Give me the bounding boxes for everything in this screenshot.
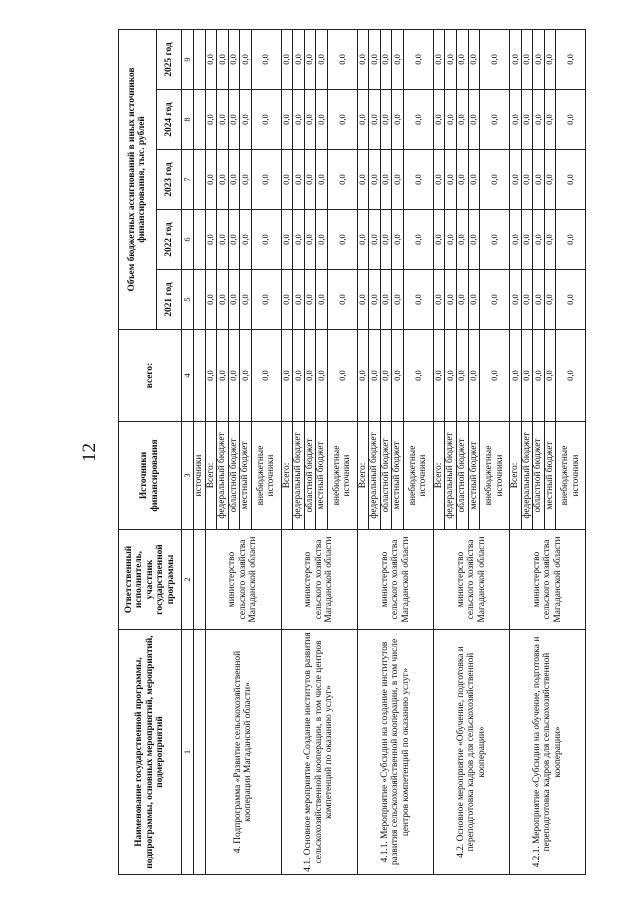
value-cell: 0,0 xyxy=(293,330,305,422)
value-cell: 0,0 xyxy=(380,270,392,330)
value-cell: 0,0 xyxy=(480,150,510,210)
value-cell: 0,0 xyxy=(240,330,252,422)
value-cell: 0,0 xyxy=(327,330,357,422)
value-cell: 0,0 xyxy=(357,150,369,210)
header-source: Источники финансирования xyxy=(119,422,182,530)
funding-source: внебюджетные источники xyxy=(480,422,510,530)
value-cell: 0,0 xyxy=(205,150,217,210)
value-cell: 0,0 xyxy=(468,29,480,89)
funding-source: Всего: xyxy=(205,422,217,530)
value-cell: 0,0 xyxy=(445,29,457,89)
column-number: 8 xyxy=(182,90,194,150)
value-cell: 0,0 xyxy=(521,330,533,422)
value-cell: 0,0 xyxy=(556,90,586,150)
value-cell: 0,0 xyxy=(456,270,468,330)
value-cell: 0,0 xyxy=(357,270,369,330)
value-cell xyxy=(194,270,206,330)
value-cell: 0,0 xyxy=(480,330,510,422)
funding-source: областной бюджет xyxy=(533,422,545,530)
value-cell xyxy=(194,210,206,270)
value-cell: 0,0 xyxy=(456,150,468,210)
value-cell: 0,0 xyxy=(281,150,293,210)
value-cell: 0,0 xyxy=(293,210,305,270)
value-cell: 0,0 xyxy=(369,210,381,270)
value-cell: 0,0 xyxy=(228,270,240,330)
value-cell: 0,0 xyxy=(544,330,556,422)
value-cell: 0,0 xyxy=(533,210,545,270)
responsible-executor: министерство сельского хозяйства Магаданской области xyxy=(357,530,433,630)
funding-source: местный бюджет xyxy=(392,422,404,530)
value-cell: 0,0 xyxy=(380,150,392,210)
value-cell: 0,0 xyxy=(533,150,545,210)
value-cell: 0,0 xyxy=(480,210,510,270)
value-cell: 0,0 xyxy=(240,29,252,89)
value-cell: 0,0 xyxy=(468,90,480,150)
responsible-executor: министерство сельского хозяйства Магаданской области xyxy=(205,530,281,630)
continuation-row xyxy=(194,29,206,874)
value-cell: 0,0 xyxy=(240,90,252,150)
value-cell: 0,0 xyxy=(433,90,445,150)
value-cell: 0,0 xyxy=(293,29,305,89)
program-name: 4.1. Основное мероприятие «Создание институтов развития сельскохозяйственной кооперации, в том числе центров компетенций по оказанию услуг» xyxy=(281,630,357,875)
value-cell: 0,0 xyxy=(510,270,522,330)
value-cell: 0,0 xyxy=(205,29,217,89)
value-cell xyxy=(194,150,206,210)
value-cell: 0,0 xyxy=(403,150,433,210)
value-cell: 0,0 xyxy=(327,150,357,210)
source-cell: источники xyxy=(194,422,206,530)
value-cell: 0,0 xyxy=(316,330,328,422)
value-cell: 0,0 xyxy=(205,270,217,330)
value-cell: 0,0 xyxy=(327,90,357,150)
responsible-executor: министерство сельского хозяйства Магаданской области xyxy=(281,530,357,630)
funding-source: федеральный бюджет xyxy=(293,422,305,530)
table-row xyxy=(510,29,522,874)
value-cell: 0,0 xyxy=(544,270,556,330)
value-cell: 0,0 xyxy=(521,90,533,150)
value-cell: 0,0 xyxy=(456,330,468,422)
value-cell: 0,0 xyxy=(556,29,586,89)
funding-source: областной бюджет xyxy=(380,422,392,530)
value-cell: 0,0 xyxy=(281,330,293,422)
funding-source: федеральный бюджет xyxy=(217,422,229,530)
value-cell: 0,0 xyxy=(392,270,404,330)
value-cell: 0,0 xyxy=(403,270,433,330)
value-cell xyxy=(194,29,206,89)
value-cell: 0,0 xyxy=(369,90,381,150)
value-cell: 0,0 xyxy=(480,90,510,150)
funding-source: местный бюджет xyxy=(316,422,328,530)
value-cell: 0,0 xyxy=(510,330,522,422)
name-cell xyxy=(194,630,206,875)
value-cell: 0,0 xyxy=(445,90,457,150)
value-cell: 0,0 xyxy=(468,330,480,422)
value-cell: 0,0 xyxy=(251,330,281,422)
value-cell: 0,0 xyxy=(510,90,522,150)
value-cell: 0,0 xyxy=(357,90,369,150)
budget-table xyxy=(118,29,586,875)
value-cell: 0,0 xyxy=(251,270,281,330)
value-cell: 0,0 xyxy=(533,270,545,330)
table-row xyxy=(205,29,217,874)
value-cell: 0,0 xyxy=(544,150,556,210)
value-cell: 0,0 xyxy=(380,90,392,150)
funding-source: областной бюджет xyxy=(228,422,240,530)
funding-source: внебюджетные источники xyxy=(327,422,357,530)
value-cell: 0,0 xyxy=(251,90,281,150)
program-name: 4. Подпрограмма «Развитие сельскохозяйственной кооперации Магаданской области» xyxy=(205,630,281,875)
value-cell: 0,0 xyxy=(205,210,217,270)
funding-source: Всего: xyxy=(281,422,293,530)
value-cell: 0,0 xyxy=(316,90,328,150)
value-cell: 0,0 xyxy=(556,150,586,210)
value-cell: 0,0 xyxy=(228,90,240,150)
value-cell: 0,0 xyxy=(521,150,533,210)
column-number: 4 xyxy=(182,330,194,422)
funding-source: местный бюджет xyxy=(544,422,556,530)
value-cell: 0,0 xyxy=(556,210,586,270)
table-row xyxy=(357,29,369,874)
value-cell: 0,0 xyxy=(392,150,404,210)
funding-source: Всего: xyxy=(510,422,522,530)
value-cell: 0,0 xyxy=(293,150,305,210)
value-cell: 0,0 xyxy=(445,150,457,210)
header-year: 2022 год xyxy=(156,210,181,270)
value-cell: 0,0 xyxy=(369,29,381,89)
header-year: 2021 год xyxy=(156,270,181,330)
table-row xyxy=(281,29,293,874)
column-number: 9 xyxy=(182,29,194,89)
funding-source: федеральный бюджет xyxy=(521,422,533,530)
value-cell: 0,0 xyxy=(392,29,404,89)
header-group: Объем бюджетных ассигнований в иных источников финансирования, тыс. рублей xyxy=(119,29,157,329)
value-cell: 0,0 xyxy=(433,150,445,210)
value-cell: 0,0 xyxy=(510,150,522,210)
value-cell: 0,0 xyxy=(228,29,240,89)
responsible-cell xyxy=(194,530,206,630)
rotated-page xyxy=(80,30,625,875)
funding-source: внебюджетные источники xyxy=(251,422,281,530)
value-cell: 0,0 xyxy=(392,90,404,150)
value-cell: 0,0 xyxy=(217,29,229,89)
value-cell: 0,0 xyxy=(544,29,556,89)
column-number: 7 xyxy=(182,150,194,210)
program-name: 4.2. Основное мероприятие «Обучение, подготовка и переподготовка кадров для сельскохозяйственной кооперации» xyxy=(433,630,509,875)
program-name: 4.1.1. Мероприятие «Субсидии на создание институтов развития сельскохозяйственной кооперации, в том числе центров компетенций по оказанию услуг» xyxy=(357,630,433,875)
value-cell: 0,0 xyxy=(240,210,252,270)
funding-source: внебюджетные источники xyxy=(556,422,586,530)
funding-source: местный бюджет xyxy=(468,422,480,530)
value-cell: 0,0 xyxy=(556,270,586,330)
value-cell: 0,0 xyxy=(281,29,293,89)
value-cell: 0,0 xyxy=(357,29,369,89)
value-cell: 0,0 xyxy=(304,270,316,330)
value-cell: 0,0 xyxy=(521,29,533,89)
value-cell: 0,0 xyxy=(480,270,510,330)
value-cell: 0,0 xyxy=(228,150,240,210)
funding-source: областной бюджет xyxy=(304,422,316,530)
funding-source: областной бюджет xyxy=(456,422,468,530)
value-cell xyxy=(194,90,206,150)
value-cell: 0,0 xyxy=(468,210,480,270)
funding-source: Всего: xyxy=(433,422,445,530)
value-cell: 0,0 xyxy=(205,90,217,150)
funding-source: федеральный бюджет xyxy=(369,422,381,530)
value-cell: 0,0 xyxy=(533,90,545,150)
value-cell: 0,0 xyxy=(403,210,433,270)
value-cell: 0,0 xyxy=(316,210,328,270)
value-cell: 0,0 xyxy=(281,270,293,330)
value-cell: 0,0 xyxy=(357,330,369,422)
header-name: Наименование государственной программы, подпрограммы, основных мероприятий, мероприятий, подмероприятий xyxy=(119,630,182,875)
header-total: всего: xyxy=(119,330,182,422)
column-number: 1 xyxy=(182,630,194,875)
funding-source: внебюджетные источники xyxy=(403,422,433,530)
value-cell: 0,0 xyxy=(392,210,404,270)
value-cell: 0,0 xyxy=(357,210,369,270)
responsible-executor: министерство сельского хозяйства Магаданской области xyxy=(433,530,509,630)
value-cell: 0,0 xyxy=(456,29,468,89)
value-cell: 0,0 xyxy=(533,29,545,89)
value-cell: 0,0 xyxy=(480,29,510,89)
value-cell: 0,0 xyxy=(217,270,229,330)
value-cell: 0,0 xyxy=(456,210,468,270)
value-cell: 0,0 xyxy=(228,330,240,422)
value-cell: 0,0 xyxy=(510,210,522,270)
column-number: 2 xyxy=(182,530,194,630)
header-year: 2023 год xyxy=(156,150,181,210)
value-cell: 0,0 xyxy=(392,330,404,422)
value-cell: 0,0 xyxy=(433,210,445,270)
value-cell: 0,0 xyxy=(369,150,381,210)
responsible-executor: министерство сельского хозяйства Магаданской области xyxy=(510,530,586,630)
value-cell: 0,0 xyxy=(251,150,281,210)
value-cell xyxy=(194,330,206,422)
value-cell: 0,0 xyxy=(533,330,545,422)
value-cell: 0,0 xyxy=(217,90,229,150)
column-number: 5 xyxy=(182,270,194,330)
value-cell: 0,0 xyxy=(217,150,229,210)
value-cell: 0,0 xyxy=(380,210,392,270)
value-cell: 0,0 xyxy=(327,270,357,330)
value-cell: 0,0 xyxy=(544,90,556,150)
program-name: 4.2.1. Мероприятие «Субсидии на обучение, подготовка и переподготовка кадров для сельскохозяйственной кооперации» xyxy=(510,630,586,875)
page-number: 12 xyxy=(79,443,100,462)
value-cell: 0,0 xyxy=(380,330,392,422)
value-cell: 0,0 xyxy=(468,150,480,210)
value-cell: 0,0 xyxy=(240,150,252,210)
funding-source: Всего: xyxy=(357,422,369,530)
value-cell: 0,0 xyxy=(445,270,457,330)
value-cell: 0,0 xyxy=(445,210,457,270)
table-row xyxy=(433,29,445,874)
value-cell: 0,0 xyxy=(205,330,217,422)
funding-source: местный бюджет xyxy=(240,422,252,530)
value-cell: 0,0 xyxy=(281,90,293,150)
value-cell: 0,0 xyxy=(240,270,252,330)
value-cell: 0,0 xyxy=(217,210,229,270)
column-number: 3 xyxy=(182,422,194,530)
value-cell: 0,0 xyxy=(316,270,328,330)
value-cell: 0,0 xyxy=(468,270,480,330)
value-cell: 0,0 xyxy=(403,330,433,422)
value-cell: 0,0 xyxy=(327,210,357,270)
value-cell: 0,0 xyxy=(521,210,533,270)
value-cell: 0,0 xyxy=(380,29,392,89)
value-cell: 0,0 xyxy=(433,330,445,422)
value-cell: 0,0 xyxy=(369,270,381,330)
value-cell: 0,0 xyxy=(456,90,468,150)
value-cell: 0,0 xyxy=(304,90,316,150)
value-cell: 0,0 xyxy=(293,270,305,330)
header-year: 2024 год xyxy=(156,90,181,150)
value-cell: 0,0 xyxy=(251,29,281,89)
value-cell: 0,0 xyxy=(369,330,381,422)
value-cell: 0,0 xyxy=(251,210,281,270)
value-cell: 0,0 xyxy=(544,210,556,270)
value-cell: 0,0 xyxy=(403,29,433,89)
header-year: 2025 год xyxy=(156,29,181,89)
funding-source: федеральный бюджет xyxy=(445,422,457,530)
value-cell: 0,0 xyxy=(304,150,316,210)
value-cell: 0,0 xyxy=(445,330,457,422)
value-cell: 0,0 xyxy=(304,330,316,422)
column-number: 6 xyxy=(182,210,194,270)
value-cell: 0,0 xyxy=(403,90,433,150)
value-cell: 0,0 xyxy=(217,330,229,422)
value-cell: 0,0 xyxy=(556,330,586,422)
value-cell: 0,0 xyxy=(510,29,522,89)
value-cell: 0,0 xyxy=(521,270,533,330)
value-cell: 0,0 xyxy=(316,29,328,89)
value-cell: 0,0 xyxy=(304,210,316,270)
value-cell: 0,0 xyxy=(293,90,305,150)
value-cell: 0,0 xyxy=(327,29,357,89)
value-cell: 0,0 xyxy=(316,150,328,210)
value-cell: 0,0 xyxy=(433,270,445,330)
value-cell: 0,0 xyxy=(304,29,316,89)
value-cell: 0,0 xyxy=(433,29,445,89)
value-cell: 0,0 xyxy=(281,210,293,270)
header-responsible: Ответственный исполнитель, участник государственной программы xyxy=(119,530,182,630)
value-cell: 0,0 xyxy=(228,210,240,270)
